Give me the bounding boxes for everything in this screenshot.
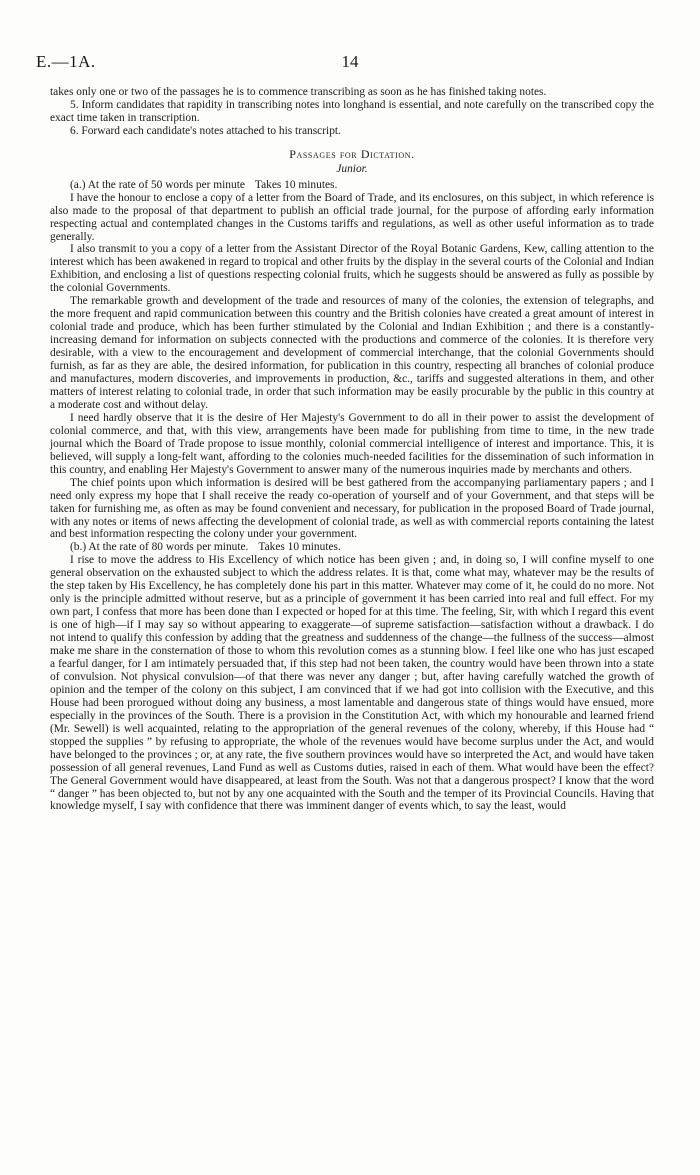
- passage-a-paragraph: I need hardly observe that it is the desire of Her Majesty's Government to do all in their power to assist the development of colonial commerce, and that, with this view, arrangements have been made for publishing from time to time, in the new trade journal which the Board of Trade propose to issue monthly, colonial commercial intelligence of interest and importance. This, it is believed, will supply a long-felt want, affording to the colonies much-needed facilities for the dissemination of such information in this country, and enabling Her Majesty's Government to answer many of the numerous inquiries made by merchants and others.: [50, 411, 654, 476]
- passage-a-paragraph: The remarkable growth and development of the trade and resources of many of the colonies, the extension of telegraphs, and the more frequent and rapid communication between this country and the British colonies have created a great amount of interest in colonial trade and produce, which has been further stimulated by the Colonial and Indian Exhibition ; and there is a constantly-increasing demand for information on subjects connected with the productions and commerce of the colonies. It is therefore very desirable, with a view to the encouragement and development of commercial interchange, that the colonial Governments should furnish, as far as they are able, the desired information, for publication in this country, respecting all branches of colonial produce and manufactures, modern discoveries, and improvements in production, &c., tariffs and suggested alterations in them, and other matters of interest relating to colonial trade, in order that such information may be easily procurable by the public in this country at a moderate cost and without delay.: [50, 295, 654, 411]
- passage-b-rate: [50, 541, 654, 554]
- section-title: Passages for Dictation.: [289, 146, 415, 161]
- passage-a-paragraph: I have the honour to enclose a copy of a letter from the Board of Trade, and its enclosures, on this subject, in which reference is also made to the proposal of that department to publish an official trade journal, for the purpose of affording early information respecting actual and contemplated changes in the Customs tariffs and regulations, as well as other useful information as to trade generally.: [50, 191, 654, 243]
- passage-a-paragraph: I also transmit to you a copy of a letter from the Assistant Director of the Royal Botanic Gardens, Kew, calling attention to the interest which has been awakened in regard to tropical and other fruits by the display in the several courts of the Colonial and Indian Exhibition, and enclosing a list of questions respecting colonial fruits, which he suggests should be answered as fully as possible by the colonial Governments.: [50, 243, 654, 295]
- section-subtitle: Junior.: [336, 162, 368, 175]
- document-reference: E.—1A.: [36, 52, 96, 71]
- page-number: 14: [341, 52, 359, 71]
- page-header: [0, 52, 700, 74]
- passage-a-paragraph: The chief points upon which information is desired will be best gathered from the accompanying parliamentary papers ; and I need only express my hope that I shall receive the ready co-operation of yourself and of your Government, and that steps will be taken for furnishing me, as often as may be found convenient and necessary, for publication in the proposed Board of Trade journal, with any notes or items of news affecting the development of colonial trade, as well as with commercial reports containing the latest and best information respecting the colony under your government.: [50, 476, 654, 541]
- instruction-5: 5. Inform candidates that rapidity in transcribing notes into longhand is essential, and note carefully on the transcribed copy the exact time taken in transcription.: [50, 98, 654, 124]
- passage-a-rate-label: (a.) At the rate of 50 words per minute: [70, 178, 245, 191]
- passage-b-paragraph: I rise to move the address to His Excellency of which notice has been given ; and, in doing so, I will confine myself to one general observation on the exhausted subject to which the address relates. It is that, come what may, whatever may be the results of the step taken by His Excellency, he has completely done his part in this matter. Whatever may come of it, he could do no more. Not only is the principle admitted without reserve, but as a principle of government it has been carried into real and full effect. For my own part, I confess that more has been done than I expected or hoped for at this time. The feeling, Sir, with which I regard this event is one of high—if I may say so without appearing to exaggerate—of supreme satisfaction—satisfaction without a drawback. I do not intend to qualify this confession by adding that the greatness and suddenness of the change—the fullness of the success—almost make me share in the consternation of those to whom this revolution comes as a stunning blow. I feel like one who has just escaped a fearful danger, for I am intimately persuaded that, if this step had not been taken, the country would have been thrown into a state of convulsion. Not physical convulsion—of that there was never any danger ; but, after having carefully watched the growth of opinion and the temper of the colony on this subject, I am convinced that if we had got into collision with the Executive, and this House had been prorogued without doing any business, a most lamentable and dangerous state of things would have ensued, more especially in the provinces of the South. There is a provision in the Constitution Act, with which my honourable and learned friend (Mr. Sewell) is well acquainted, relating to the appropriation of the general revenues of the colony, whereby, if this House had “ stopped the supplies ” by refusing to appropriate, the whole of the revenues would have become surplus under the Act, and would have belonged to the provinces ; or, at any rate, the five southern provinces would have so interpreted the Act, and would have taken possession of all general revenues, Land Fund as well as Customs duties, raised in each of them. What would have been the effect? The General Government would have disappeared, at least from the South. Was not that a dangerous prospect? I know that the word “ danger ” has been objected to, but not by any one acquainted with the South and the temper of its Provincial Councils. Having that knowledge myself, I say with confidence that there was imminent danger of events which, to say the least, would: [50, 554, 654, 813]
- passage-b-rate-label: (b.) At the rate of 80 words per minute.: [70, 541, 249, 554]
- instruction-6: 6. Forward each candidate's notes attached to his transcript.: [70, 124, 341, 137]
- passage-a-time: Takes 10 minutes.: [254, 178, 338, 191]
- passage-b-time: Takes 10 minutes.: [258, 541, 341, 554]
- passage-a-rate: [50, 179, 654, 192]
- page-body: [50, 86, 654, 813]
- intro-continuation: takes only one or two of the passages he is to commence transcribing as soon as he has finished taking notes.: [50, 86, 547, 98]
